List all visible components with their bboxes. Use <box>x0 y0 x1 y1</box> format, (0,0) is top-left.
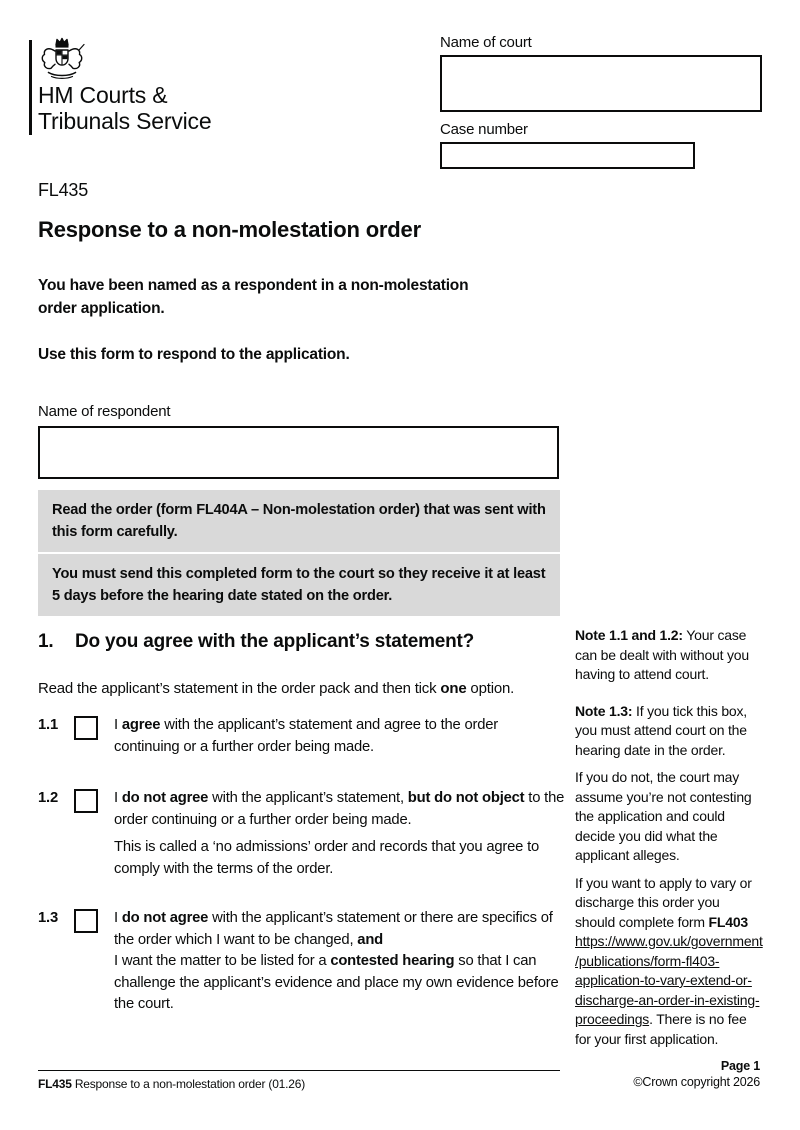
option-1-2-checkbox[interactable] <box>74 789 98 813</box>
option-row-1-1 <box>38 715 566 758</box>
respondent-name-input[interactable] <box>38 426 559 479</box>
form-id: FL435 <box>38 180 89 200</box>
page-title: Response to a non-molestation order <box>38 217 421 242</box>
option-1-1-number: 1.1 <box>38 717 58 733</box>
court-name-input[interactable] <box>440 55 762 112</box>
org-name-line1: HM Courts & <box>38 82 168 108</box>
note-1-3-continued: If you do not, the court may assume you’re not contesting the application and could decide you did what the applicant alleges. <box>575 769 752 863</box>
case-number-input[interactable] <box>440 142 695 169</box>
section-1-heading <box>38 631 474 653</box>
footer-divider <box>38 1070 560 1071</box>
notice-send-form: You must send this completed form to the court so they receive it at least 5 days before the hearing date stated on the order. <box>38 554 560 616</box>
option-row-1-2 <box>38 788 566 880</box>
footer-form-reference: FL435 Response to a non-molestation order (01.26) <box>38 1077 306 1091</box>
notice-read-order: Read the order (form FL404A – Non-molestation order) that was sent with this form carefully. <box>38 490 560 552</box>
option-1-1-text: I agree with the applicant’s statement and agree to the order continuing or a further order being made. <box>114 717 499 755</box>
intro-paragraph-1: You have been named as a respondent in a non-molestation order application. <box>38 277 469 317</box>
logo-vertical-bar <box>29 40 32 135</box>
org-name-line2: Tribunals Service <box>38 108 212 134</box>
section-1-number: 1. <box>38 631 54 652</box>
court-name-label: Name of court <box>440 34 532 51</box>
section-1-instruction: Read the applicant’s statement in the order pack and then tick one option. <box>38 680 515 697</box>
note-1-1-and-1-2: Note 1.1 and 1.2: Your case can be dealt with without you having to attend court. <box>575 627 749 682</box>
option-1-1-body <box>114 715 566 758</box>
footer-right-block <box>633 1058 760 1090</box>
page-number: Page 1 <box>720 1059 760 1073</box>
case-number-label: Case number <box>440 121 528 138</box>
option-1-3-text: I do not agree with the applicant’s statement or there are specifics of the order which I want to be changed, and I want the matter to be listed for a contested hearing so that I can challenge the applicant’s evidence and place my own evidence before the court. <box>114 910 559 1012</box>
org-name <box>38 82 211 134</box>
option-1-2-subtext: This is called a ‘no admissions’ order and records that you agree to comply with the terms of the order. <box>114 839 540 877</box>
option-1-2-number: 1.2 <box>38 790 58 806</box>
intro-paragraph-2: Use this form to respond to the application. <box>38 346 350 363</box>
option-1-2-text: I do not agree with the applicant’s statement, but do not object to the order continuing or a further order being made. <box>114 790 565 828</box>
option-1-2-body <box>114 788 566 880</box>
copyright-notice: ©Crown copyright 2026 <box>633 1075 760 1089</box>
option-1-3-body <box>114 908 566 1016</box>
case-number-group <box>440 121 762 169</box>
option-row-1-3 <box>38 908 566 1016</box>
court-name-group <box>440 34 762 112</box>
option-1-3-number: 1.3 <box>38 910 58 926</box>
section-1-heading-text: Do you agree with the applicant’s statement? <box>75 631 475 652</box>
fl403-link[interactable]: https://www.gov.uk/government/publications/form-fl403-application-to-vary-extend-or-discharge-an-order-in-existing-proceedings <box>575 933 763 1027</box>
note-1-3: Note 1.3: If you tick this box, you must attend court on the hearing date in the order. <box>575 702 747 758</box>
option-1-1-checkbox[interactable] <box>74 716 98 740</box>
option-1-3-checkbox[interactable] <box>74 909 98 933</box>
respondent-name-label: Name of respondent <box>38 403 171 420</box>
note-vary-discharge: If you want to apply to vary or discharge this order you should complete form FL403 https://www.gov.uk/government/publications/form-fl403-application-to-vary-extend-or-discharge-an-order-in-existing-proceedings. There is no fee for your first application. <box>575 874 763 1047</box>
royal-crest-icon <box>35 36 89 82</box>
notes-sidebar <box>575 626 763 1049</box>
